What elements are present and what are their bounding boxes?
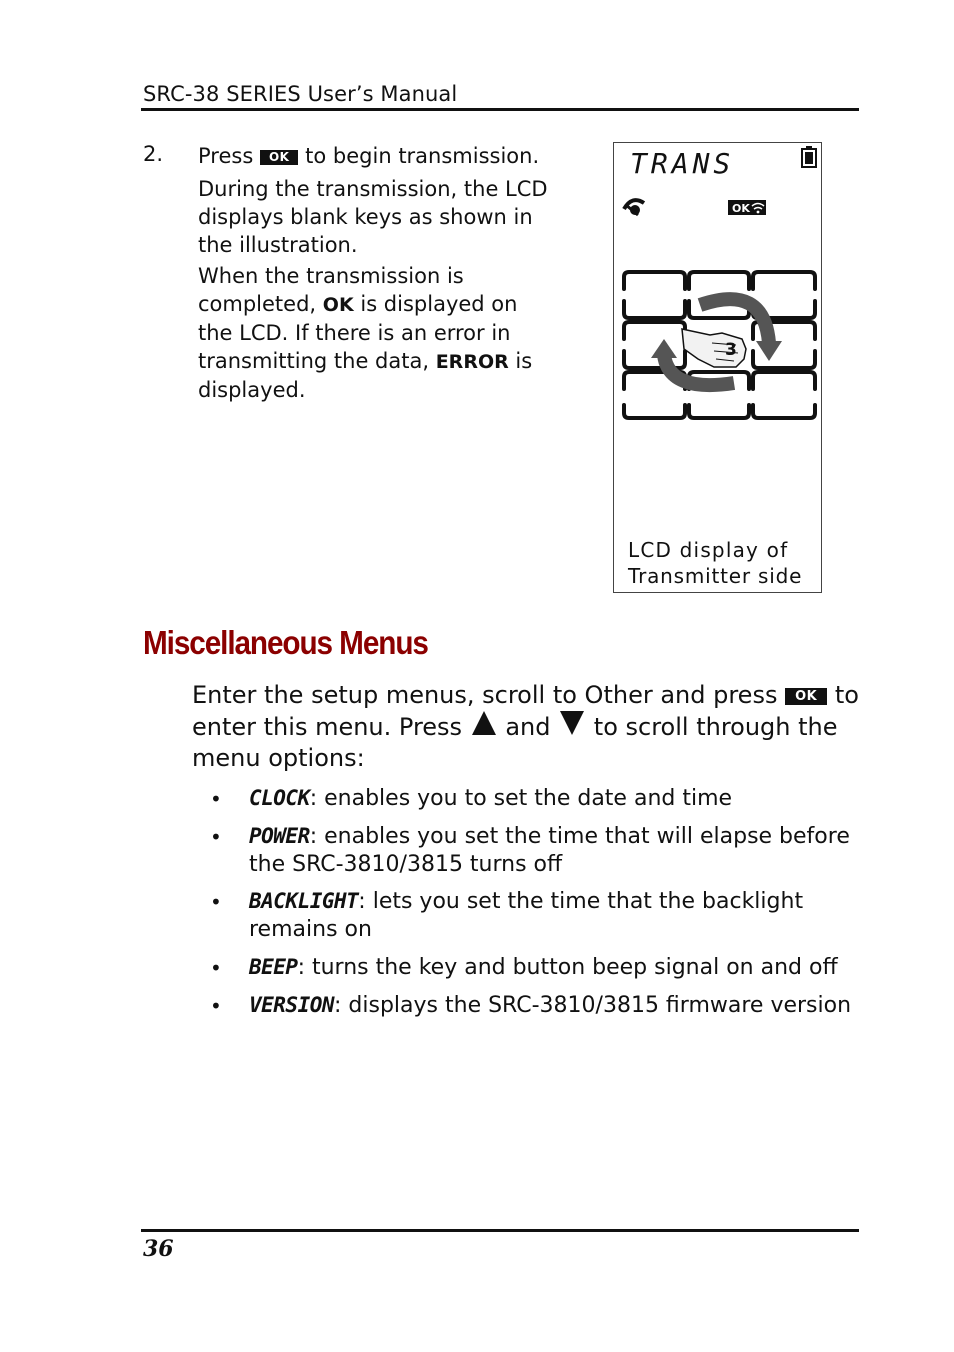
section-intro	[192, 680, 862, 774]
menu-keyword: BACKLIGHT	[249, 889, 359, 913]
menu-keyword: VERSION	[249, 993, 335, 1017]
bullet-icon: •	[210, 956, 222, 980]
ok-key-icon: OK	[785, 688, 827, 705]
completion-text-a: When the transmission is completed,	[198, 264, 464, 316]
footer-divider	[141, 1229, 859, 1232]
running-header: SRC-38 SERIES User’s Manual	[143, 82, 458, 106]
down-arrow-icon	[560, 711, 584, 735]
ok-wireless-icon	[728, 200, 766, 215]
header-divider	[141, 108, 859, 111]
menu-keyword: CLOCK	[249, 786, 310, 810]
menu-description: : enables you to set the date and time	[309, 786, 733, 811]
step-instruction	[198, 142, 558, 170]
step-paragraph-completion	[198, 262, 558, 404]
battery-icon	[802, 146, 816, 167]
ok-word: OK	[322, 294, 354, 316]
list-item	[249, 887, 859, 944]
completion-text-b: is displayed on the LCD. If there is an error in transmitting the data,	[198, 292, 518, 373]
list-item	[249, 822, 859, 879]
step-text-begin: to begin transmission.	[305, 144, 540, 168]
completion-text-c: is displayed.	[198, 349, 533, 402]
hand-icon	[682, 329, 746, 367]
ok-key-icon: OK	[260, 150, 299, 165]
intro-text-b: to enter this menu. Press	[192, 681, 859, 741]
menu-keyword: POWER	[249, 824, 310, 848]
step-number: 2.	[143, 142, 164, 166]
lcd-title: TRANS	[630, 147, 735, 180]
bullet-icon: •	[210, 787, 222, 811]
lcd-caption-line1: LCD display of	[628, 538, 789, 562]
menu-description: : turns the key and button beep signal on and off	[297, 955, 838, 980]
intro-text-a: Enter the setup menus, scroll to Other and press	[192, 681, 778, 709]
bullet-icon: •	[210, 890, 222, 914]
menu-description: : enables you set the time that will elapse before the SRC-3810/3815 turns off	[249, 824, 850, 877]
bullet-icon: •	[210, 825, 222, 849]
list-item	[249, 784, 859, 813]
section-heading: Miscellaneous Menus	[143, 624, 428, 661]
signal-icon	[624, 200, 644, 215]
step-text-press: Press	[198, 144, 254, 168]
hand-number: 3	[725, 340, 737, 360]
intro-text-c: to scroll through the menu options:	[192, 713, 838, 772]
error-word: ERROR	[435, 351, 509, 373]
page-number: 36	[143, 1236, 174, 1262]
menu-description: : lets you set the time that the backlight remains on	[249, 889, 804, 942]
intro-text-and: and	[505, 713, 551, 741]
lcd-caption-line2: Transmitter side	[628, 564, 803, 588]
lcd-illustration	[613, 142, 822, 593]
list-item	[249, 991, 859, 1020]
bullet-icon: •	[210, 994, 222, 1018]
ok-indicator-label: OK	[732, 202, 750, 215]
up-arrow-icon	[472, 711, 496, 735]
list-item	[249, 953, 859, 982]
menu-keyword: BEEP	[249, 955, 298, 979]
step-paragraph-transmission: During the transmission, the LCD displays blank keys as shown in the illustration.	[198, 177, 548, 257]
menu-description: : displays the SRC-3810/3815 firmware version	[334, 993, 852, 1018]
